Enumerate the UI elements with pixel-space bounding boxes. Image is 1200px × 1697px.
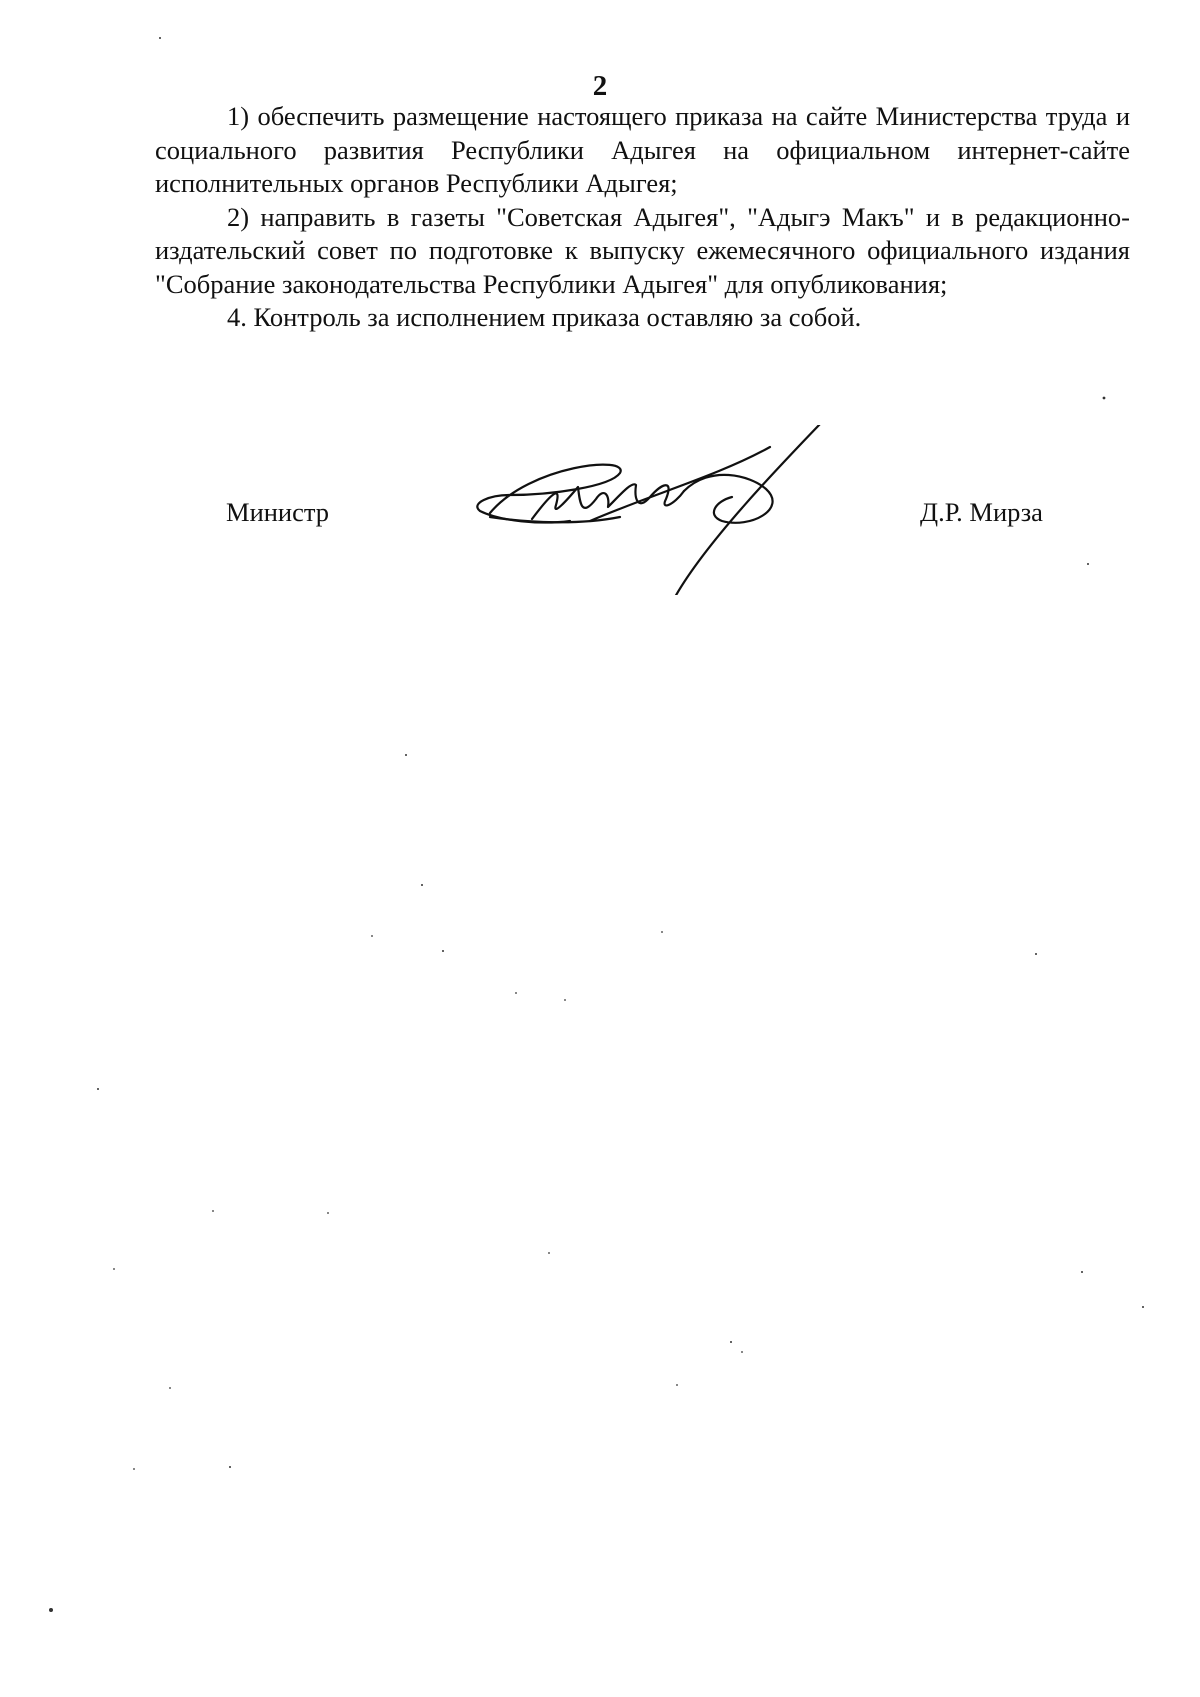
signer-name: Д.Р. Мирза (920, 497, 1043, 527)
signature-crossing-stroke (590, 447, 770, 521)
paragraph-publish-on-website: 1) обеспечить размещение настоящего приказа на сайте Министерства труда и социального развития Республики Адыгея на официальном интернет-сайте исполнительных органов Республики Адыгея; (155, 101, 1130, 198)
signer-position-title: Министр (226, 497, 330, 527)
signature-underline (490, 517, 620, 522)
paragraph-send-to-newspapers: 2) направить в газеты "Советская Адыгея", "Адыгэ Макъ" и в редакционно-издательский совет по подготовке к выпуску ежемесячного официального издания "Собрание законодательства Республики Адыгея" для опубликования; (155, 201, 1130, 299)
page-number: 2 (592, 70, 608, 102)
order-body-text (155, 100, 1130, 335)
signature-initial-loop (477, 465, 620, 523)
signature-final-loop (684, 475, 773, 523)
paragraph-control-of-execution: 4. Контроль за исполнением приказа оставляю за собой. (227, 302, 862, 332)
handwritten-signature (470, 425, 860, 595)
